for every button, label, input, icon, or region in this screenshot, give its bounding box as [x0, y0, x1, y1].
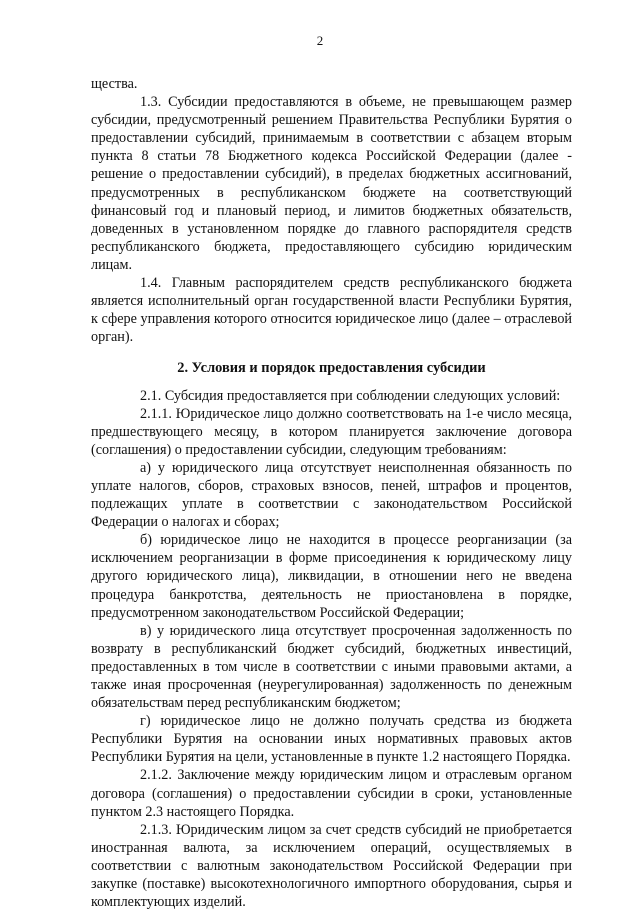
page-number: 2	[316, 33, 324, 48]
section-heading: 2. Условия и порядок предоставления субсидии	[177, 360, 486, 377]
paragraph-2-1-3: 2.1.3. Юридическим лицом за счет средств субсидий не приобретается иностранная валюта, за исключением операций, осуществляемых в соответствии с валютным законодательством Российской Федерации при закупке (поставке) высокотехнологичного импортного оборудования, сырья и комплектующих изделий.	[91, 821, 572, 911]
paragraph-2-1-1: 2.1.1. Юридическое лицо должно соответствовать на 1-е число месяца, предшествующего месяцу, в котором планируется заключение договора (соглашения) о предоставлении субсидии, следующим требованиям:	[91, 405, 572, 458]
document-body	[91, 75, 572, 911]
paragraph-2-1: 2.1. Субсидия предоставляется при соблюдении следующих условий:	[140, 387, 561, 404]
paragraph-2-1-2: 2.1.2. Заключение между юридическим лицом и отраслевым органом договора (соглашения) о предоставлении субсидии в сроки, установленные пунктом 2.3 настоящего Порядка.	[91, 767, 572, 820]
paragraph-1-4: 1.4. Главным распорядителем средств республиканского бюджета является исполнительный орган государственной власти Республики Бурятия, к сфере управления которого относится юридическое лицо (далее – отраслевой орган).	[91, 275, 572, 346]
paragraph-item-v: в) у юридического лица отсутствует просроченная задолженность по возврату в республиканский бюджет субсидий, бюджетных инвестиций, предоставленных в том числе в соответствии с иными правовыми актами, а также иная просроченная (неурегулированная) задолженность по денежным обязательствам перед республиканским бюджетом;	[91, 622, 572, 712]
paragraph-item-b: б) юридическое лицо не находится в процессе реорганизации (за исключением реорганизации в форме присоединения к юридическому лицу другого юридического лица), ликвидации, в отношении него не введена процедура банкротства, деятельность не приостановлена в порядке, предусмотренном законодательством Российской Федерации;	[91, 532, 572, 621]
paragraph-1-3: 1.3. Субсидии предоставляются в объеме, не превышающем размер субсидии, предусмотренный решением Правительства Республики Бурятия о предоставлении субсидий, принимаемым в соответствии с абзацем вторым пункта 8 статьи 78 Бюджетного кодекса Российской Федерации (далее - решение о предоставлении субсидий), в пределах бюджетных ассигнований, предусмотренных в республиканском бюджете на соответствующий финансовый год и плановый период, и лимитов бюджетных обязательств, доведенных в установленном порядке до главного распорядителя средств республиканского бюджета, предоставляющего субсидию юридическим лицам.	[91, 94, 572, 273]
paragraph-continuation: щества.	[91, 76, 138, 92]
paragraph-item-g: г) юридическое лицо не должно получать средства из бюджета Республики Бурятия на основании иных нормативных правовых актов Республики Бурятия на цели, установленные в пункте 1.2 настоящего Порядка.	[91, 713, 572, 766]
paragraph-item-a: а) у юридического лица отсутствует неисполненная обязанность по уплате налогов, сборов, страховых взносов, пеней, штрафов и процентов, подлежащих уплате в соответствии с законодательством Российской Федерации о налогах и сборах;	[91, 459, 572, 531]
